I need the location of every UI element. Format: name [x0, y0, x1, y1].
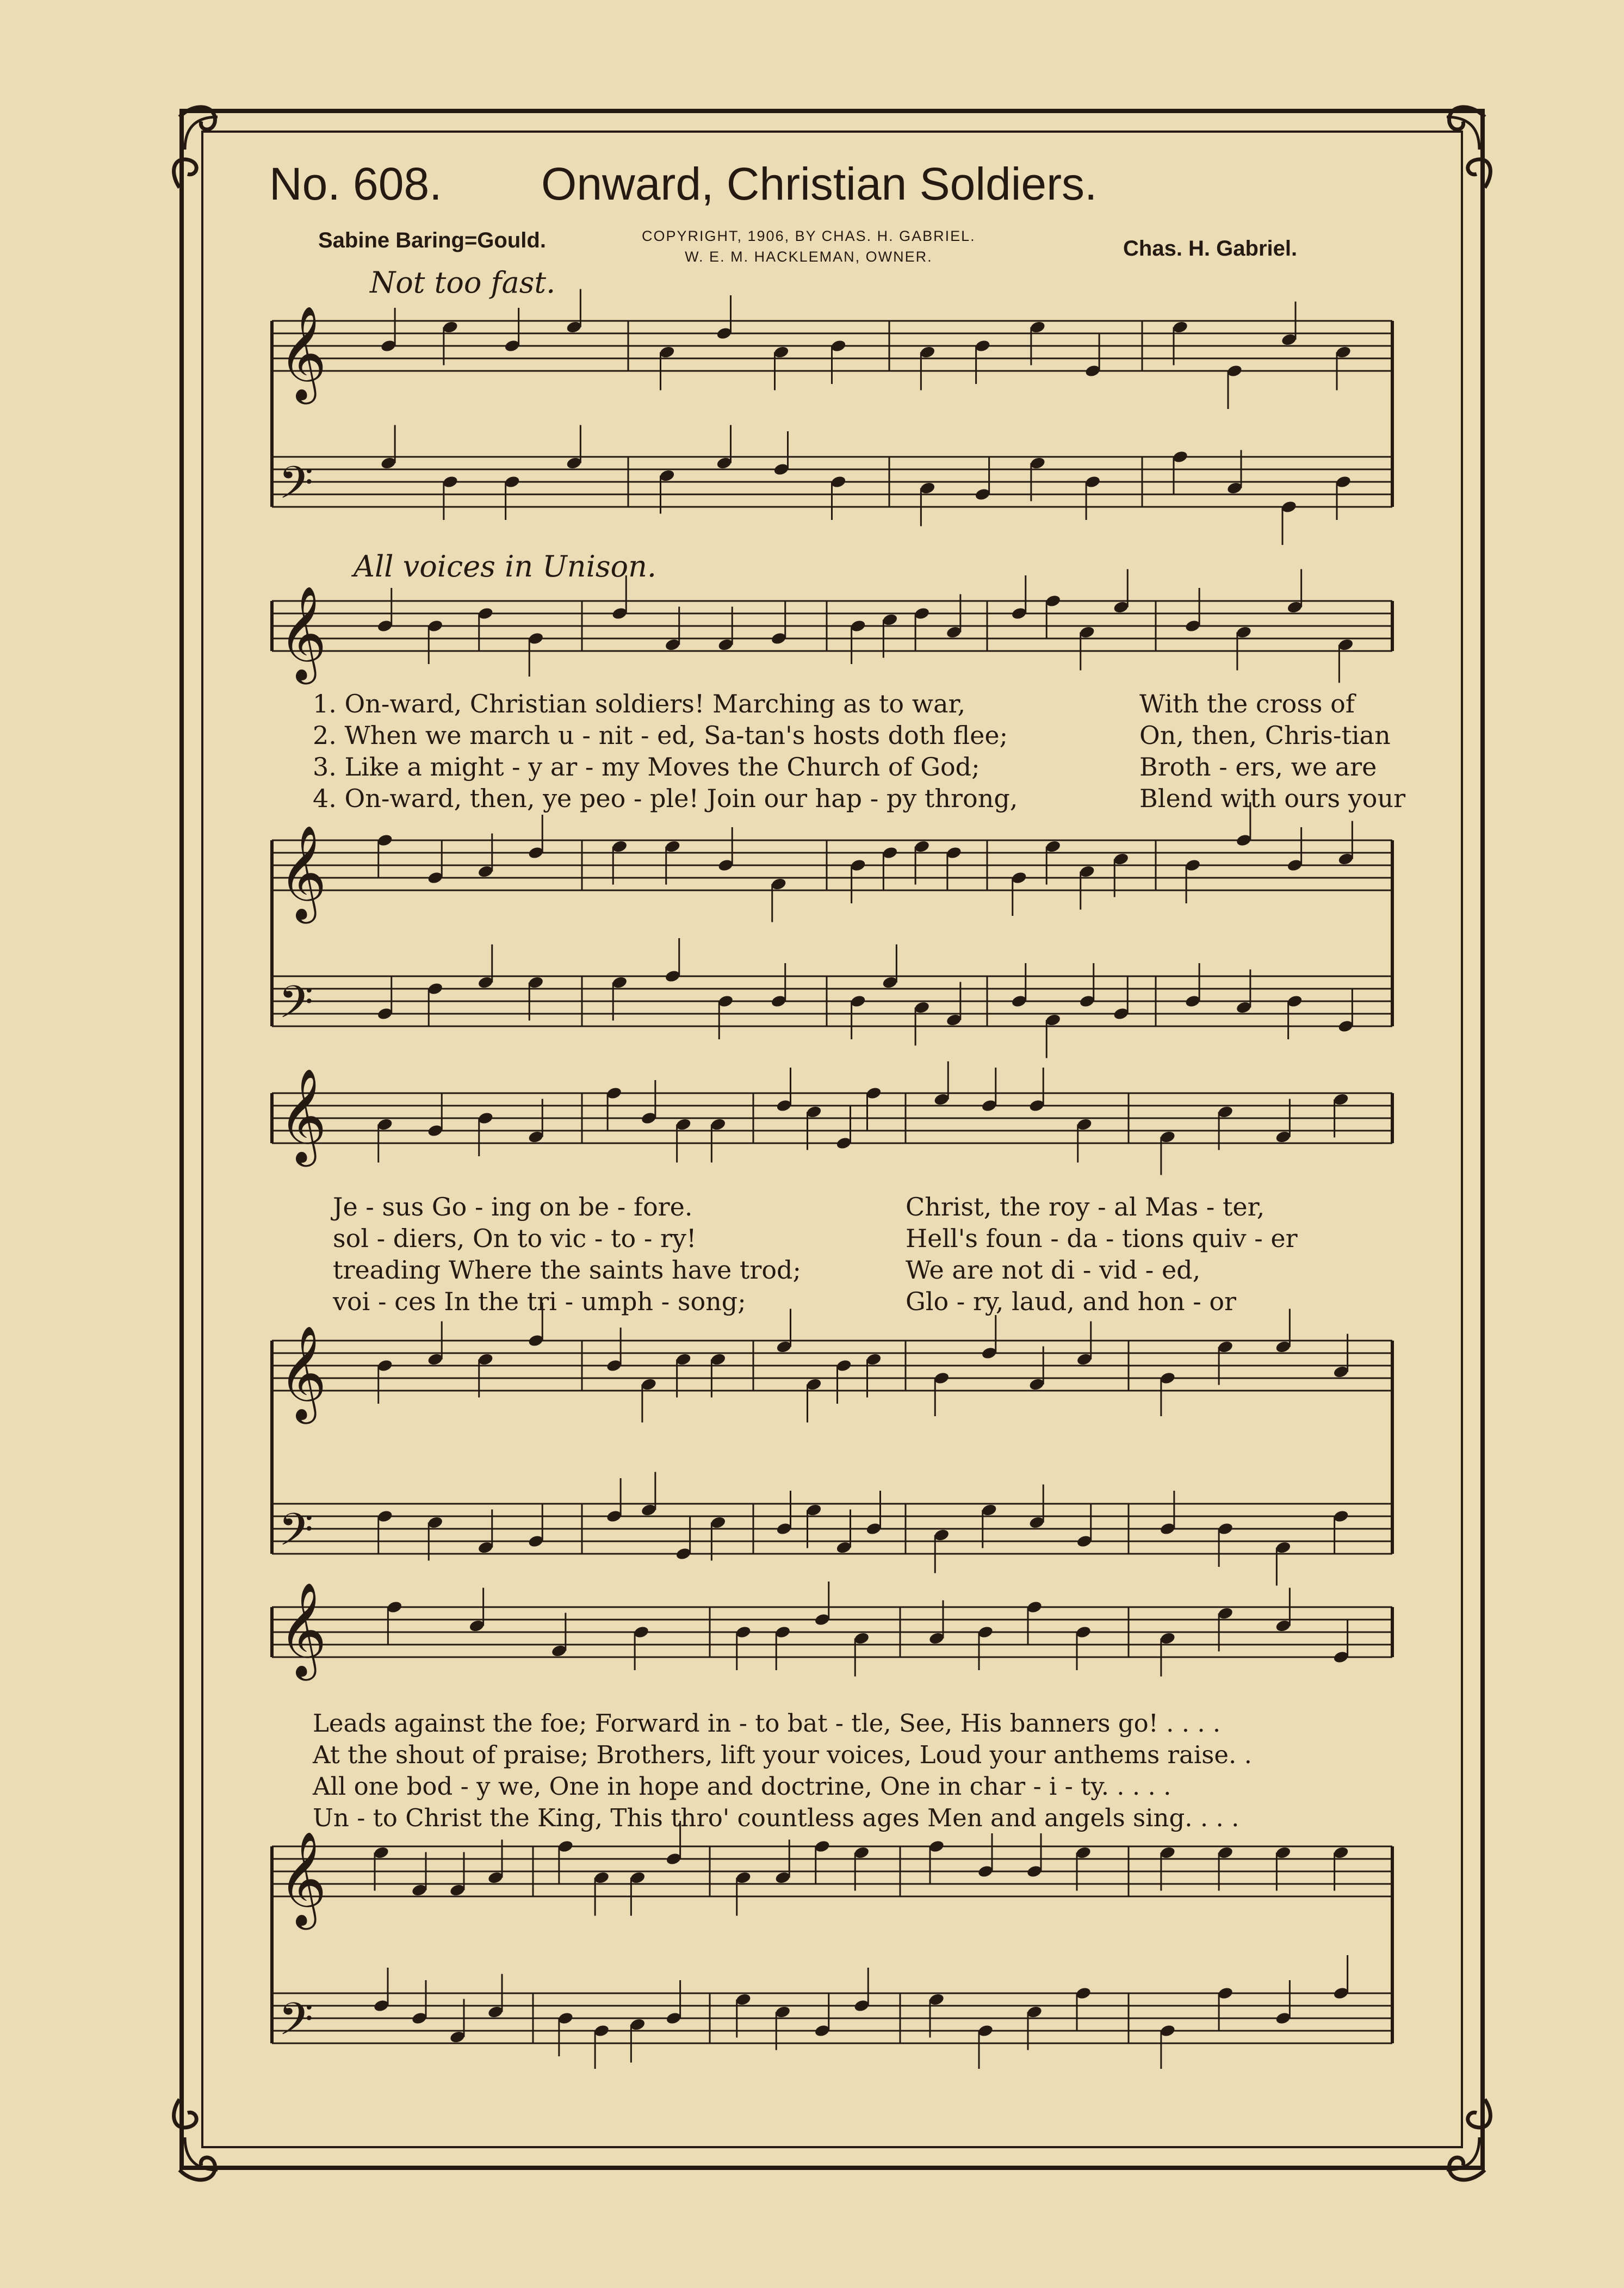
lyric-line: Glo - ry, laud, and hon - or [906, 1287, 1237, 1316]
composer-credit: Chas. H. Gabriel. [1123, 237, 1298, 261]
clef-symbol: 𝄞 [278, 825, 327, 920]
lyric-line: Hell's foun - da - tions quiv - er [906, 1224, 1298, 1253]
lyric-line: All one bod - y we, One in hope and doctrine, One in char - i - ty. . . . . [313, 1772, 1171, 1801]
lyric-line: treading Where the saints have trod; [333, 1255, 801, 1285]
lyric-line: With the cross of [1139, 689, 1355, 718]
lyric-line: We are not di - vid - ed, [906, 1255, 1201, 1285]
lyric-line: 3. Like a might - y ar - my Moves the Church of God; [313, 752, 980, 782]
hymn-title: Onward, Christian Soldiers. [541, 158, 1098, 209]
lyrics-section-1-left [313, 688, 1018, 814]
hymn-number: No. 608. [269, 158, 442, 209]
lyrics-section-3 [313, 1708, 1252, 1834]
lyric-line: Broth - ers, we are [1139, 752, 1377, 782]
lyric-line: Blend with ours your [1139, 784, 1406, 813]
voice-direction: All voices in Unison. [354, 549, 657, 584]
copyright-line-2: W. E. M. HACKLEMAN, OWNER. [685, 249, 933, 265]
lyric-line: 1. On-ward, Christian soldiers! Marching as to war, [313, 689, 966, 718]
lyric-line: Christ, the roy - al Mas - ter, [906, 1192, 1265, 1221]
clef-symbol: 𝄞 [278, 586, 327, 680]
clef-symbol: 𝄞 [278, 1831, 327, 1926]
lyric-line: On, then, Chris-tian [1139, 721, 1391, 750]
clef-symbol: 𝄞 [278, 1068, 327, 1163]
lyric-line: At the shout of praise; Brothers, lift your voices, Loud your anthems raise. . [313, 1740, 1252, 1769]
lyric-line: Je - sus Go - ing on be - fore. [333, 1192, 693, 1221]
lyrics-section-2-left [333, 1191, 801, 1317]
lyric-line: 2. When we march u - nit - ed, Sa-tan's hosts doth flee; [313, 721, 1008, 750]
lyrics-section-2-right [906, 1191, 1298, 1317]
lyric-line: voi - ces In the tri - umph - song; [333, 1287, 746, 1316]
clef-symbol: 𝄢 [278, 976, 314, 1039]
lyrics-section-1-right [1139, 688, 1405, 814]
clef-symbol: 𝄞 [278, 1582, 327, 1677]
lyric-line: Un - to Christ the King, This thro' countless ages Men and angels sing. . . . [313, 1803, 1239, 1832]
clef-symbol: 𝄢 [278, 456, 314, 520]
clef-symbol: 𝄞 [278, 306, 327, 400]
clef-symbol: 𝄢 [278, 1993, 314, 2056]
copyright-line-1: COPYRIGHT, 1906, BY CHAS. H. GABRIEL. [642, 228, 976, 244]
lyric-line: 4. On-ward, then, ye peo - ple! Join our hap - py throng, [313, 784, 1018, 813]
clef-symbol: 𝄞 [278, 1325, 327, 1420]
lyricist-credit: Sabine Baring=Gould. [318, 228, 546, 252]
lyric-line: sol - diers, On to vic - to - ry! [333, 1224, 697, 1253]
lyric-line: Leads against the foe; Forward in - to bat - tle, See, His banners go! . . . . [313, 1709, 1221, 1738]
clef-symbol: 𝄢 [278, 1503, 314, 1567]
tempo-marking: Not too fast. [370, 265, 556, 300]
